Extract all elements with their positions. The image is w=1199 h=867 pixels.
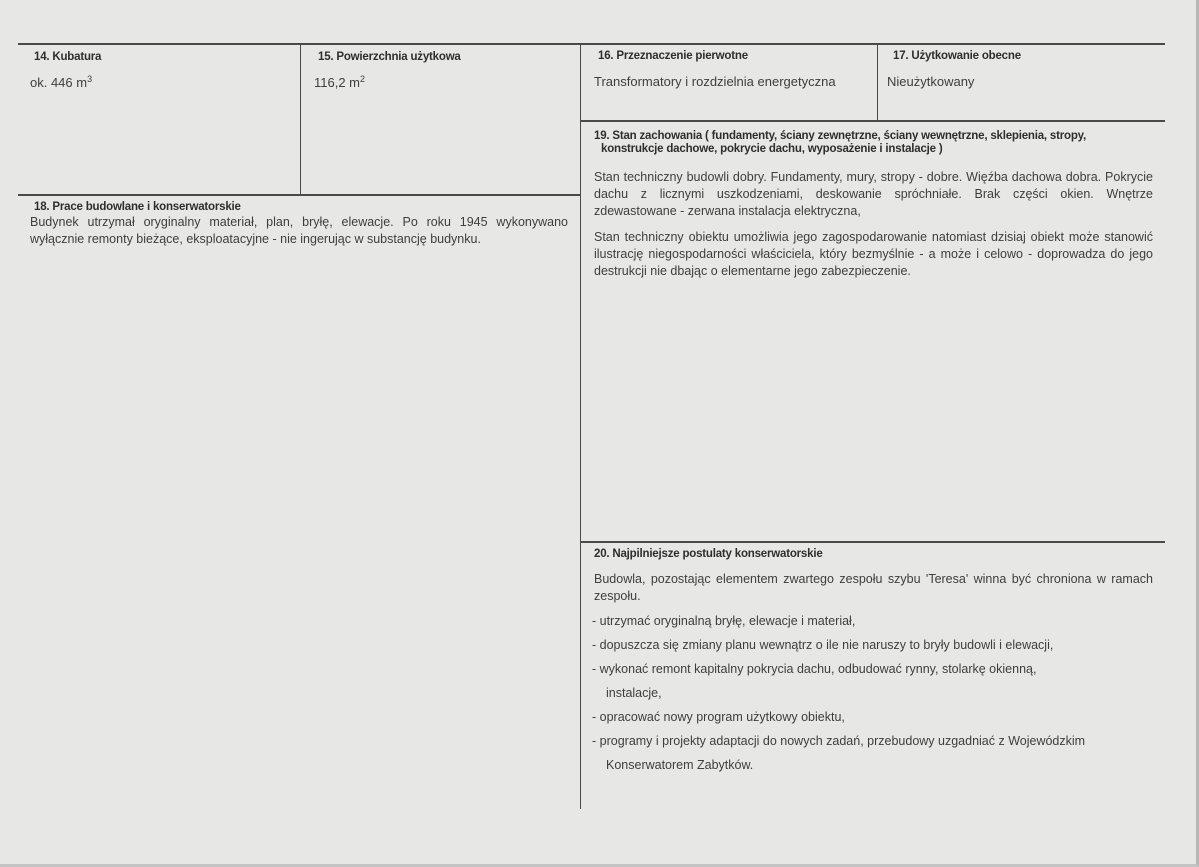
postulate-item: - wykonać remont kapitalny pokrycia dachu, odbudować rynny, stolarkę okienną,	[592, 662, 1037, 676]
rule-above-18	[18, 194, 581, 196]
divider-16-17	[877, 44, 878, 120]
field-15-value-text: 116,2 m	[314, 75, 361, 90]
field-17-value: Nieużytkowany	[887, 74, 975, 89]
field-16-label: 16. Przeznaczenie pierwotne	[598, 50, 748, 62]
field-17-label: 17. Użytkowanie obecne	[893, 50, 1021, 62]
field-20-postulates	[594, 548, 823, 560]
rule-above-20	[580, 541, 1165, 543]
field-15-usable-area	[318, 51, 461, 63]
postulate-item: - dopuszcza się zmiany planu wewnątrz o ile nie naruszy to bryły budowli i elewacji,	[592, 638, 1054, 652]
postulate-item: - programy i projekty adaptacji do nowych zadań, przebudowy uzgadniać z Wojewódzkim	[592, 734, 1086, 748]
field-16-value: Transformatory i rozdzielnia energetyczna	[594, 74, 836, 89]
postulate-item-continuation: Konserwatorem Zabytków.	[606, 758, 754, 772]
field-14-cubature	[34, 51, 101, 63]
rule-above-19	[580, 120, 1165, 122]
field-14-value-text: ok. 446 m	[30, 75, 88, 90]
field-20-label: 20. Najpilniejsze postulaty konserwatorskie	[594, 548, 823, 560]
divider-14-15	[300, 44, 301, 194]
field-18-works	[34, 201, 241, 213]
postulate-item: - utrzymać oryginalną bryłę, elewacje i materiał,	[592, 614, 856, 628]
field-14-label: 14. Kubatura	[34, 51, 102, 63]
field-15-label: 15. Powierzchnia użytkowa	[318, 51, 461, 63]
field-14-value-exponent: 3	[87, 74, 93, 84]
field-15-value-exponent: 2	[360, 74, 366, 84]
postulate-item: - opracować nowy program użytkowy obiektu,	[592, 710, 845, 724]
field-19-paragraph-2: Stan techniczny obiektu umożliwia jego zagospodarowanie natomiast dzisiaj obiekt może stanowić ilustrację niegospodarności właściciela, który bezmyślnie - a może i celowo - doprowadza do jego destrukcji nie dbając o elementarne jego zabezpieczenie.	[594, 230, 1153, 278]
field-19-paragraph-1: Stan techniczny budowli dobry. Fundamenty, mury, stropy - dobre. Więźba dachowa dobra. Pokrycie dachu z licznymi uszkodzeniami, deskowanie spróchniałe. Brak części okien. Wnętrze zdewastowane - zerwana instalacja elektryczna,	[594, 170, 1153, 218]
field-20-intro: Budowla, pozostając elementem zwartego zespołu szybu 'Teresa' winna być chroniona w ramach zespołu.	[594, 572, 1153, 603]
top-rule	[18, 43, 1165, 45]
divider-left-right	[580, 44, 581, 809]
field-14-value	[30, 75, 92, 90]
field-15-value	[314, 75, 365, 90]
field-19-condition	[594, 130, 1154, 155]
field-18-text: Budynek utrzymał oryginalny materiał, plan, bryłę, elewacje. Po roku 1945 wykonywano wyłącznie remonty bieżące, eksploatacyjne - nie ingerując w substancję budynku.	[30, 215, 568, 246]
field-16-original-purpose	[598, 50, 748, 62]
field-19-label-line1: 19. Stan zachowania ( fundamenty, ściany zewnętrzne, ściany wewnętrzne, sklepienia, stropy,	[594, 130, 1087, 142]
field-20-list	[592, 613, 1157, 781]
field-18-label: 18. Prace budowlane i konserwatorskie	[34, 201, 241, 213]
field-17-current-use	[893, 50, 1021, 62]
field-19-label-line2: konstrukcje dachowe, pokrycie dachu, wyposażenie i instalacje )	[601, 143, 943, 155]
postulate-item-continuation: instalacje,	[606, 686, 662, 700]
